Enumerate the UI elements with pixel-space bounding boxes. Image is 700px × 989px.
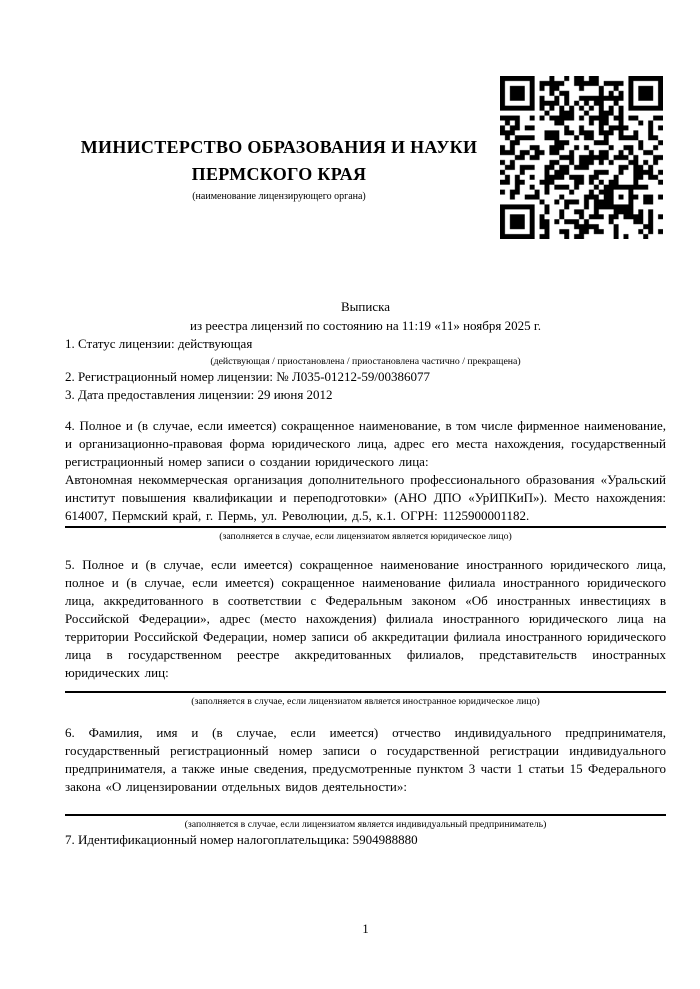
ministry-name-caption: (наименование лицензирующего органа) [192, 191, 366, 202]
item-4-note: (заполняется в случае, если лицензиатом является юридическое лицо) [219, 531, 512, 542]
item-7-taxpayer-number: 7. Идентификационный номер налогоплательщика: 5904988880 [65, 832, 418, 847]
page-number: 1 [362, 922, 369, 936]
item-1-note: (действующая / приостановлена / приостановлена частично / прекращена) [210, 356, 521, 367]
ministry-name-line1: МИНИСТЕРСТВО ОБРАЗОВАНИЯ И НАУКИ [80, 137, 478, 157]
item-5-underline [65, 691, 666, 693]
item-5-foreign-entity-block [65, 556, 666, 708]
item-5-label: 5. Полное и (в случае, если имеется) сокращенное наименование иностранного юридического лица, полное и (в случае, если имеется) сокращенное наименование филиала иностранного юридического лица, аккредитованного в соответствии с Федеральным законом «Об иностранных инвестициях в Российской Федерации», адрес (место нахождения) филиала иностранного юридического лица на территории Российской Федерации, номер записи об аккредитации филиала иностранного юридического лица в государственном реестре аккредитованных филиалов, представительств иностранных юридических лиц: [65, 557, 666, 680]
item-2-registration-number: 2. Регистрационный номер лицензии: № Л035-01212-59/00386077 [65, 369, 431, 384]
item-4-label: 4. Полное и (в случае, если имеется) сокращенное наименование, в том числе фирменное наименование, и организационно-правовая форма юридического лица, адрес его места нахождения, государственный регистрационный номер записи о создании юридического лица: [65, 418, 666, 469]
document-title [65, 297, 666, 335]
document-title-line2: из реестра лицензий по состоянию на 11:19 «11» ноября 2025 г. [190, 318, 541, 333]
item-5-note: (заполняется в случае, если лицензиатом является иностранное юридическое лицо) [191, 696, 540, 707]
item-6-note: (заполняется в случае, если лицензиатом является индивидуальный предприниматель) [184, 819, 547, 830]
document-body [65, 297, 666, 849]
licensing-authority-header [65, 134, 493, 203]
item-6-label: 6. Фамилия, имя и (в случае, если имеется) отчество индивидуального предпринимателя, государственный регистрационный номер записи о государственной регистрации индивидуального предпринимателя, а также иные сведения, предусмотренные пунктом 3 части 1 статьи 15 Федерального закона «О лицензировании отдельных видов деятельности»: [65, 725, 666, 794]
document-title-line1: Выписка [341, 299, 390, 314]
item-4-underline [65, 526, 666, 528]
item-6-entrepreneur-block [65, 724, 666, 831]
ministry-name-line2: ПЕРМСКОГО КРАЯ [191, 164, 367, 184]
item-3-license-date: 3. Дата предоставления лицензии: 29 июня 2012 [65, 387, 333, 402]
item-6-underline [65, 814, 666, 816]
item-4-legal-entity-block [65, 417, 666, 543]
qr-code-icon [500, 76, 663, 239]
item-4-value: Автономная некоммерческая организация дополнительного профессионального образования «Уральский институт повышения квалификации и переподготовки» (АНО ДПО «УрИПКиП»). Место нахождения: 614007, Пермский край, г. Пермь, ул. Революции, д.5, к.1. ОГРН: 1125900001182. [65, 472, 666, 523]
item-1-license-status: 1. Статус лицензии: действующая [65, 336, 253, 351]
